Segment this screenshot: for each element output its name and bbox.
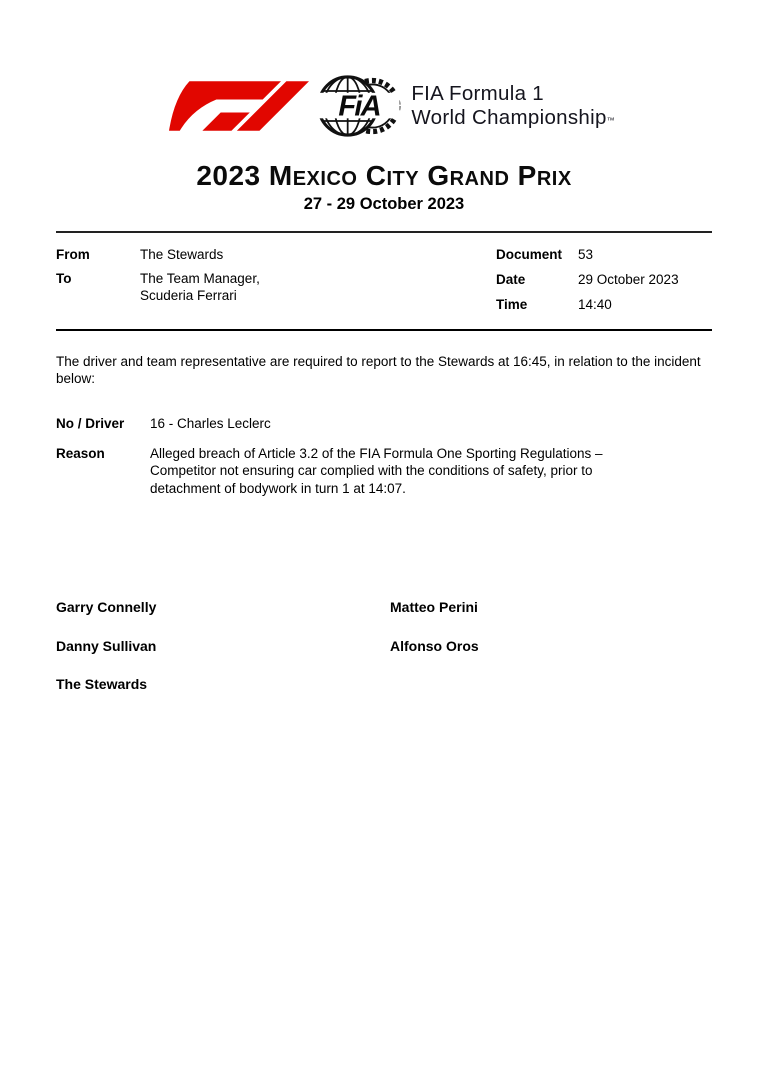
- meta-table: [56, 231, 712, 331]
- document-label: Document: [496, 247, 563, 262]
- event-dates: 27 - 29 October 2023: [303, 195, 465, 213]
- document-value: 53: [578, 247, 594, 262]
- time-label: Time: [496, 297, 528, 312]
- championship-wordmark: [411, 82, 614, 130]
- reason-value: Alleged breach of Article 3.2 of the FIA Formula One Sporting Regulations – Competitor not ensuring car complied with the conditions of safety, prior to detachment of bodywork in turn 1 at 14:07.: [150, 445, 603, 496]
- no-driver-value: 16 - Charles Leclerc: [150, 416, 271, 431]
- signature-grid: [56, 599, 712, 654]
- fia-logo-text: FiA: [338, 90, 381, 123]
- event-title: 2023 Mexico City Grand Prix: [196, 160, 572, 191]
- f1-logo-icon: [169, 80, 309, 132]
- signature-name: Danny Sullivan: [56, 638, 157, 654]
- signatures: [56, 599, 712, 692]
- signature-footer: The Stewards: [56, 676, 148, 692]
- fia-logo-icon: [316, 72, 404, 140]
- summons-paragraph: The driver and team representative are required to report to the Stewards at 16:45, in relation to the incident below:: [56, 354, 701, 386]
- time-value: 14:40: [578, 297, 612, 312]
- header: [8, 0, 768, 140]
- to-label: To: [56, 271, 72, 286]
- reason-label: Reason: [56, 445, 105, 461]
- date-value: 29 October 2023: [578, 272, 679, 287]
- signature-name: Alfonso Oros: [390, 638, 479, 654]
- wordmark-line2: World Championship™: [411, 106, 615, 129]
- trademark-symbol: ™: [606, 116, 615, 125]
- no-driver-label: No / Driver: [56, 416, 125, 431]
- wordmark-line1: FIA Formula 1: [411, 82, 544, 106]
- date-label: Date: [496, 272, 526, 287]
- incident-details: [56, 415, 712, 497]
- to-value: The Team Manager, Scuderia Ferrari: [140, 271, 260, 303]
- no-driver-row: [56, 415, 712, 433]
- from-value: The Stewards: [140, 247, 224, 262]
- meta-right-column: [496, 246, 712, 313]
- meta-left-column: [56, 246, 260, 304]
- from-label: From: [56, 247, 90, 262]
- signature-name: Matteo Perini: [390, 599, 478, 615]
- signature-name: Garry Connelly: [56, 599, 157, 615]
- reason-row: [56, 445, 712, 498]
